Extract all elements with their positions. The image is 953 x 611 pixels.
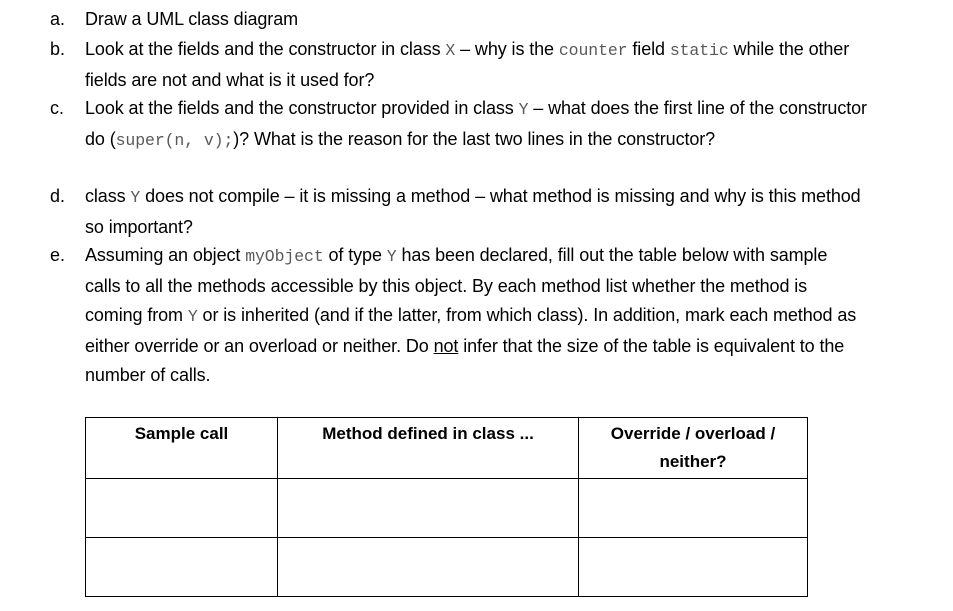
text-run: of type [323, 245, 387, 265]
question-text [85, 5, 905, 35]
table-row [86, 538, 808, 597]
text-run: field [627, 39, 670, 59]
header-override-overload-neither: Override / overload / neither? [579, 418, 808, 479]
emphasis-text: not [433, 335, 459, 356]
text-run: )? What is the reason for the last two lines in the constructor? [233, 128, 716, 149]
answer-table [85, 417, 808, 597]
question-marker: a. [50, 9, 66, 29]
table-cell[interactable] [278, 538, 579, 597]
code-term: X [445, 41, 456, 60]
text-run: has been declared, fill out the table below with sample calls to all the methods accessible by this object. By each method list whether the method is coming from [85, 245, 828, 325]
question-marker: c. [50, 98, 65, 118]
text-run: or is inherited (and if the latter, from which class). In addition, mark each method as either override or an overload or neither. Do [85, 305, 857, 356]
code-term: super(n, v); [115, 130, 234, 150]
header-sample-call: Sample call [86, 418, 278, 479]
question-marker: d. [50, 186, 66, 206]
table-row [86, 479, 808, 538]
text-run: class [85, 186, 131, 206]
text-run: while the other fields are not and what is it used for? [85, 39, 850, 90]
code-term: Y [187, 307, 198, 326]
code-term: static [669, 41, 729, 60]
table-cell[interactable] [579, 538, 808, 597]
text-run: does not compile – it is missing a method – what method is missing and why is this method so important? [85, 186, 861, 237]
question-text [85, 182, 870, 242]
table-cell[interactable] [579, 479, 808, 538]
question-text [85, 35, 855, 95]
question-text [85, 94, 885, 155]
header-method-defined-in-class: Method defined in class ... [278, 418, 579, 479]
code-term: Y [130, 188, 141, 207]
question-text [85, 241, 865, 391]
text-run: infer that the size of the table is equivalent to the number of calls. [85, 335, 845, 385]
code-term: Y [518, 100, 529, 119]
text-run: Assuming an object [85, 245, 246, 265]
table-cell[interactable] [86, 538, 278, 597]
text-run: – what does the first line of the constructor do ( [85, 98, 867, 149]
question-marker: b. [50, 39, 66, 59]
table-cell[interactable] [278, 479, 579, 538]
text-run: Look at the fields and the constructor provided in class [85, 98, 519, 118]
table-header-row [86, 418, 808, 479]
question-marker: e. [50, 245, 66, 265]
code-term: myObject [245, 247, 324, 266]
table-cell[interactable] [86, 479, 278, 538]
text-run: Draw a UML class diagram [85, 9, 298, 29]
code-term: counter [558, 41, 628, 60]
text-run: Look at the fields and the constructor in class [85, 39, 446, 59]
text-run: – why is the [455, 39, 559, 59]
code-term: Y [386, 247, 397, 266]
